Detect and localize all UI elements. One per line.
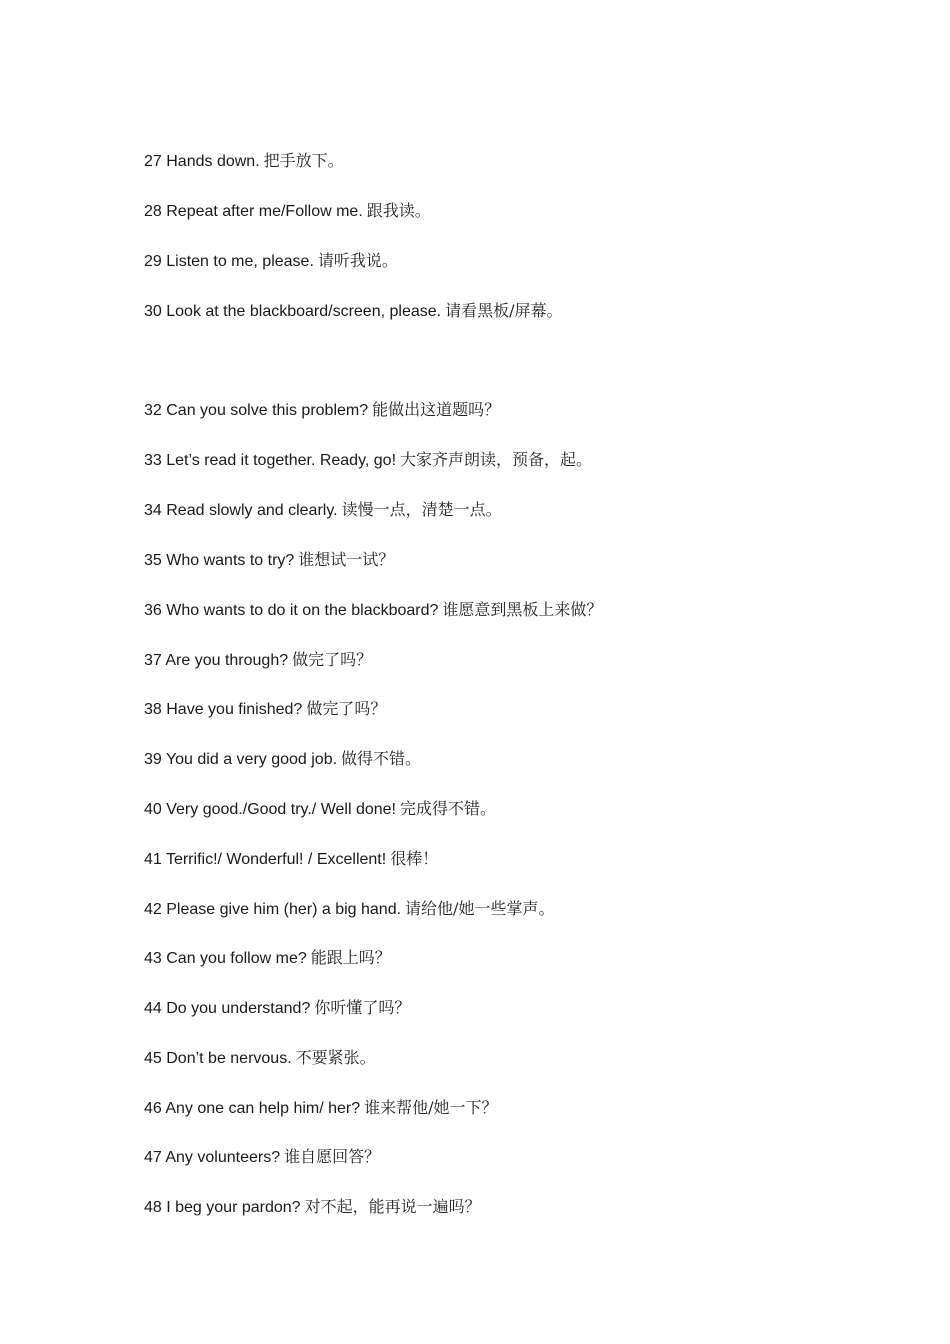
phrase-40: [144, 799, 496, 820]
phrase-chinese: 能做出这道题吗？: [372, 400, 501, 419]
phrase-english: 36 Who wants to do it on the blackboard?: [144, 602, 439, 619]
phrase-english: 37 Are you through?: [144, 652, 289, 669]
phrase-27: [144, 151, 344, 172]
phrase-english: 47 Any volunteers?: [144, 1149, 281, 1166]
phrase-32: [144, 400, 500, 421]
phrase-29: [144, 251, 398, 272]
phrase-chinese: 你听懂了吗？: [314, 998, 411, 1017]
phrase-english: 32 Can you solve this problem?: [144, 402, 369, 419]
phrase-47: [144, 1147, 380, 1168]
phrase-english: 40 Very good./Good try./ Well done!: [144, 801, 396, 818]
phrase-chinese: 请看黑板/屏幕。: [445, 301, 563, 320]
phrase-chinese: 谁自愿回答？: [284, 1147, 381, 1166]
phrase-chinese: 读慢一点，清楚一点。: [341, 500, 502, 519]
phrase-chinese: 很棒！: [390, 849, 439, 868]
phrase-44: [144, 998, 410, 1019]
phrase-english: 35 Who wants to try?: [144, 552, 295, 569]
phrase-english: 48 I beg your pardon?: [144, 1199, 301, 1216]
phrase-chinese: 能跟上吗？: [310, 948, 391, 967]
phrase-chinese: 做完了吗？: [306, 699, 387, 718]
phrase-chinese: 做得不错。: [341, 749, 422, 768]
phrase-english: 29 Listen to me, please.: [144, 253, 314, 270]
phrase-46: [144, 1098, 498, 1119]
phrase-chinese: 对不起，能再说一遍吗？: [304, 1197, 481, 1216]
phrase-chinese: 请听我说。: [317, 251, 398, 270]
phrase-36: [144, 600, 602, 621]
phrase-37: [144, 650, 372, 671]
phrase-english: 30 Look at the blackboard/screen, please.: [144, 303, 442, 320]
phrase-english: 41 Terrific!/ Wonderful! / Excellent!: [144, 851, 387, 868]
phrase-english: 45 Don’t be nervous.: [144, 1050, 292, 1067]
phrase-43: [144, 948, 391, 969]
phrase-english: 46 Any one can help him/ her?: [144, 1100, 361, 1117]
phrase-28: [144, 201, 431, 222]
phrase-chinese: 谁来帮他/她一下？: [364, 1098, 498, 1117]
phrase-english: 28 Repeat after me/Follow me.: [144, 203, 363, 220]
phrase-chinese: 谁想试一试？: [298, 550, 395, 569]
phrase-39: [144, 749, 421, 770]
phrase-48: [144, 1197, 481, 1218]
phrase-chinese: 谁愿意到黑板上来做？: [442, 600, 603, 619]
phrase-30: [144, 301, 563, 322]
phrase-english: 43 Can you follow me?: [144, 950, 307, 967]
phrase-english: 44 Do you understand?: [144, 1000, 311, 1017]
phrase-42: [144, 899, 554, 920]
phrase-english: 42 Please give him (her) a big hand.: [144, 901, 402, 918]
phrase-english: 33 Let’s read it together. Ready, go!: [144, 452, 397, 469]
phrase-chinese: 把手放下。: [263, 151, 344, 170]
phrase-english: 27 Hands down.: [144, 153, 260, 170]
phrase-english: 34 Read slowly and clearly.: [144, 502, 338, 519]
phrase-chinese: 做完了吗？: [292, 650, 373, 669]
phrase-33: [144, 450, 592, 471]
phrase-45: [144, 1048, 376, 1069]
phrase-chinese: 请给他/她一些掌声。: [405, 899, 555, 918]
phrase-chinese: 不要紧张。: [295, 1048, 376, 1067]
phrase-chinese: 跟我读。: [366, 201, 431, 220]
phrase-41: [144, 849, 438, 870]
phrase-38: [144, 699, 386, 720]
phrase-english: 38 Have you finished?: [144, 701, 303, 718]
phrase-english: 39 You did a very good job.: [144, 751, 338, 768]
phrase-35: [144, 550, 394, 571]
phrase-34: [144, 500, 502, 521]
phrase-chinese: 完成得不错。: [400, 799, 497, 818]
phrase-chinese: 大家齐声朗读，预备，起。: [400, 450, 593, 469]
